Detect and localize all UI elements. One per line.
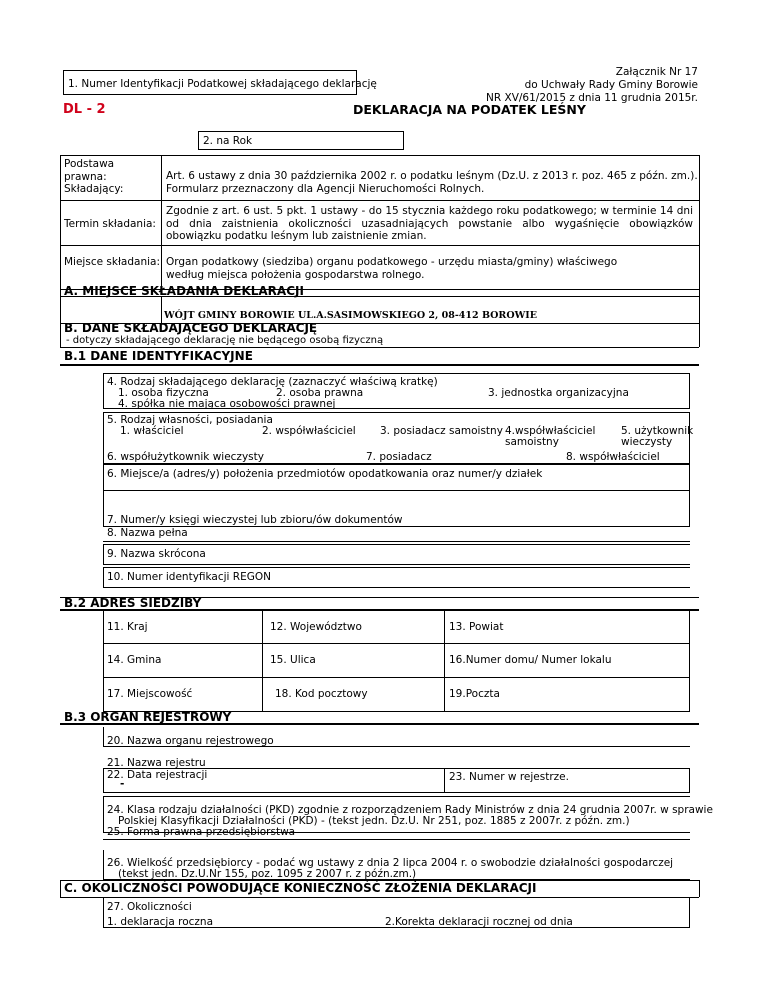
f5-option-5b: wieczysty	[621, 436, 673, 448]
f4-option-1[interactable]: 1. osoba fizyczna	[118, 387, 209, 399]
f27-label: 27. Okoliczności	[107, 901, 192, 913]
section-c-title: C. OKOLICZNOŚCI POWODUJĄCE KONIECZNOŚĆ ZŁOŻENIA DEKLARACJI	[64, 881, 537, 895]
annex-line-1: Załącznik Nr 17	[615, 66, 698, 78]
page-title: DEKLARACJA NA PODATEK LEŚNY	[353, 102, 586, 117]
f16-house-number[interactable]: 16.Numer domu/ Numer lokalu	[449, 654, 612, 666]
f5-option-5a[interactable]: 5. użytkownik	[621, 425, 694, 437]
basis-label: Podstawa prawna:	[64, 158, 115, 183]
f24-line1: 24. Klasa rodzaju działalności (PKD) zgodnie z rozporządzeniem Rady Ministrów z dnia 24 grudnia 2007r. w sprawie	[107, 804, 713, 816]
f23-label: 23. Numer w rejestrze.	[449, 771, 569, 783]
annex-line-3: NR XV/61/2015 z dnia 11 grudnia 2015r.	[486, 92, 698, 104]
f4-option-3[interactable]: 3. jednostka organizacyjna	[488, 387, 629, 399]
f5-option-3[interactable]: 3. posiadacz samoistny	[380, 425, 503, 437]
f18-postal-code[interactable]: 18. Kod pocztowy	[275, 688, 368, 700]
f26-line1: 26. Wielkość przedsiębiorcy - podać wg ustawy z dnia 2 lipca 2004 r. o swobodzie działalności gospodarczej	[107, 857, 674, 869]
deadline-label: Termin składania:	[64, 218, 156, 230]
filer-value: Formularz przeznaczony dla Agencji Nieruchomości Rolnych.	[166, 183, 485, 195]
f6-label: 6. Miejsce/a (adres/y) położenia przedmiotów opodatkowania oraz numer/y działek	[107, 468, 543, 480]
f20-label: 20. Nazwa organu rejestrowego	[107, 735, 274, 747]
f5-option-4b: samoistny	[505, 436, 559, 448]
year-field[interactable]	[198, 131, 404, 150]
f17-city[interactable]: 17. Miejscowość	[107, 688, 193, 700]
f21-label[interactable]: 21. Nazwa rejestru	[107, 757, 206, 769]
form-code: DL - 2	[63, 102, 106, 117]
f26-line2: (tekst jedn. Dz.U.Nr 155, poz. 1095 z 2007 r. z późn.zm.)	[118, 868, 417, 880]
f22-value: -	[120, 778, 125, 790]
f4-option-2[interactable]: 2. osoba prawna	[276, 387, 364, 399]
place-label: Miejsce składania:	[64, 256, 161, 268]
section-b1-title: B.1 DANE IDENTYFIKACYJNE	[64, 349, 253, 363]
place-value: Organ podatkowy (siedziba) organu podatkowego - urzędu miasta/gminy) właściwego według miejsca położenia gospodarstwa rolnego.	[166, 256, 618, 281]
filer-label: Składający:	[64, 183, 124, 195]
f5-option-1[interactable]: 1. właściciel	[120, 425, 184, 437]
f12-voivodeship[interactable]: 12. Województwo	[270, 621, 362, 633]
f4-label: 4. Rodzaj składającego deklarację (zaznaczyć właściwą kratkę)	[107, 376, 438, 388]
f19-post-office[interactable]: 19.Poczta	[449, 688, 500, 700]
f11-country[interactable]: 11. Kraj	[107, 621, 148, 633]
f22-label: 22. Data rejestracji	[107, 769, 208, 781]
f24-line2: Polskiej Klasyfikacji Działalności (PKD) - (tekst jedn. Dz.U. Nr 251, poz. 1885 z 2007r. z późn. zm.)	[118, 815, 630, 827]
f7-label[interactable]: 7. Numer/y księgi wieczystej lub zbioru/ów dokumentów	[107, 514, 403, 526]
f10-label: 10. Numer identyfikacji REGON	[107, 571, 271, 583]
section-a-value: WÓJT GMINY BOROWIE UL.A.SASIMOWSKIEGO 2, 08-412 BOROWIE	[164, 310, 537, 321]
f15-street[interactable]: 15. Ulica	[270, 654, 316, 666]
f25-label[interactable]: 25. Forma prawna przedsiębiorstwa	[107, 826, 296, 838]
f5-option-7[interactable]: 7. posiadacz	[366, 451, 432, 463]
f5-option-2[interactable]: 2. współwłaściciel	[262, 425, 356, 437]
f4-option-4[interactable]: 4. spółka nie mająca osobowości prawnej	[118, 398, 336, 410]
c-option-correction[interactable]: 2.Korekta deklaracji rocznej od dnia	[385, 916, 573, 928]
year-label: 2. na Rok	[203, 135, 253, 147]
section-b-title: B. DANE SKŁADAJĄCEGO DEKLARACJĘ	[64, 321, 318, 335]
section-b-subtitle: - dotyczy składającego deklarację nie będącego osobą fizyczną	[66, 335, 384, 346]
deadline-value: Zgodnie z art. 6 ust. 5 pkt. 1 ustawy - do 15 stycznia każdego roku podatkowego; w terminie 14 dni od dnia zaistnienia okoliczności uzasadniających powstanie albo wygaśnięcie obowiązków obowiązku podatku leśnym lub zaistnienie zmian.	[166, 205, 693, 242]
basis-value: Art. 6 ustawy z dnia 30 października 2002 r. o podatku leśnym (Dz.U. z 2013 r. poz. 465 z późn. zm.).	[166, 170, 698, 182]
nip-field[interactable]	[63, 70, 377, 95]
annex-line-2: do Uchwały Rady Gminy Borowie	[524, 79, 698, 91]
nip-label: 1. Numer Identyfikacji Podatkowej składającego deklarację	[68, 78, 377, 90]
f5-label: 5. Rodzaj własności, posiadania	[107, 414, 273, 426]
annex-note	[486, 66, 698, 105]
section-a-title: A. MIEJSCE SKŁADANIA DEKLARACJI	[64, 284, 304, 298]
c-option-annual[interactable]: 1. deklaracja roczna	[107, 916, 214, 928]
f5-option-6[interactable]: 6. współużytkownik wieczysty	[107, 451, 264, 463]
f8-label[interactable]: 8. Nazwa pełna	[107, 527, 188, 539]
section-b3-title: B.3 ORGAN REJESTROWY	[64, 710, 232, 724]
f9-label: 9. Nazwa skrócona	[107, 548, 206, 560]
section-b2-title: B.2 ADRES SIEDZIBY	[64, 596, 202, 610]
f5-option-4a[interactable]: 4.współwłaściciel	[505, 425, 596, 437]
f5-option-8[interactable]: 8. współwłaściciel	[566, 451, 660, 463]
f13-county[interactable]: 13. Powiat	[449, 621, 504, 633]
f14-commune[interactable]: 14. Gmina	[107, 654, 162, 666]
